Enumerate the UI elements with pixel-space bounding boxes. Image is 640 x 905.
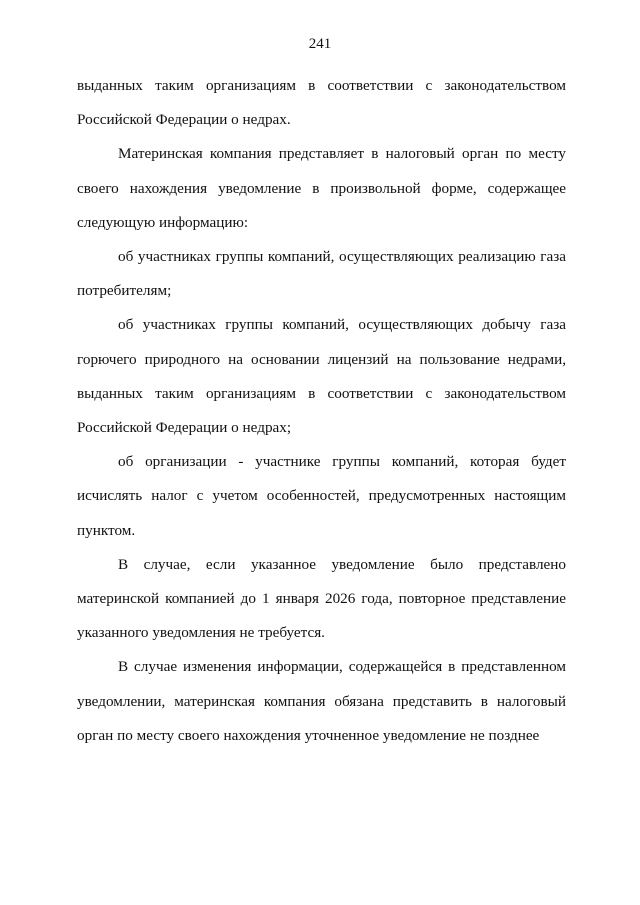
paragraph-prior-notification: В случае, если указанное уведомление было представлено материнской компанией до 1 января 2026 года, повторное представление указанного уведомления не требуется. [77, 555, 566, 642]
document-body [77, 69, 566, 753]
paragraph-continuation: выданных таким организациям в соответствии с законодательством Российской Федерации о недрах. [77, 77, 566, 129]
paragraph-gas-sellers: об участниках группы компаний, осуществляющих реализацию газа потребителям; [77, 248, 566, 300]
paragraph-tax-calculating-organization: об организации - участнике группы компаний, которая будет исчислять налог с учетом особенностей, предусмотренных настоящим пунктом. [77, 453, 566, 539]
paragraph-gas-producers: об участниках группы компаний, осуществляющих добычу газа горючего природного на основании лицензий на пользование недрами, выданных таким организациям в соответствии с законодательством Российской Федерации о недрах; [77, 316, 566, 437]
paragraph-notification-requirement: Материнская компания представляет в налоговый орган по месту своего нахождения уведомление в произвольной форме, содержащее следующую информацию: [77, 145, 566, 231]
page-number: 241 [308, 36, 332, 52]
paragraph-information-changes: В случае изменения информации, содержащейся в представленном уведомлении, материнская компания обязана представить в налоговый орган по месту своего нахождения уточненное уведомление не позднее [77, 658, 566, 744]
